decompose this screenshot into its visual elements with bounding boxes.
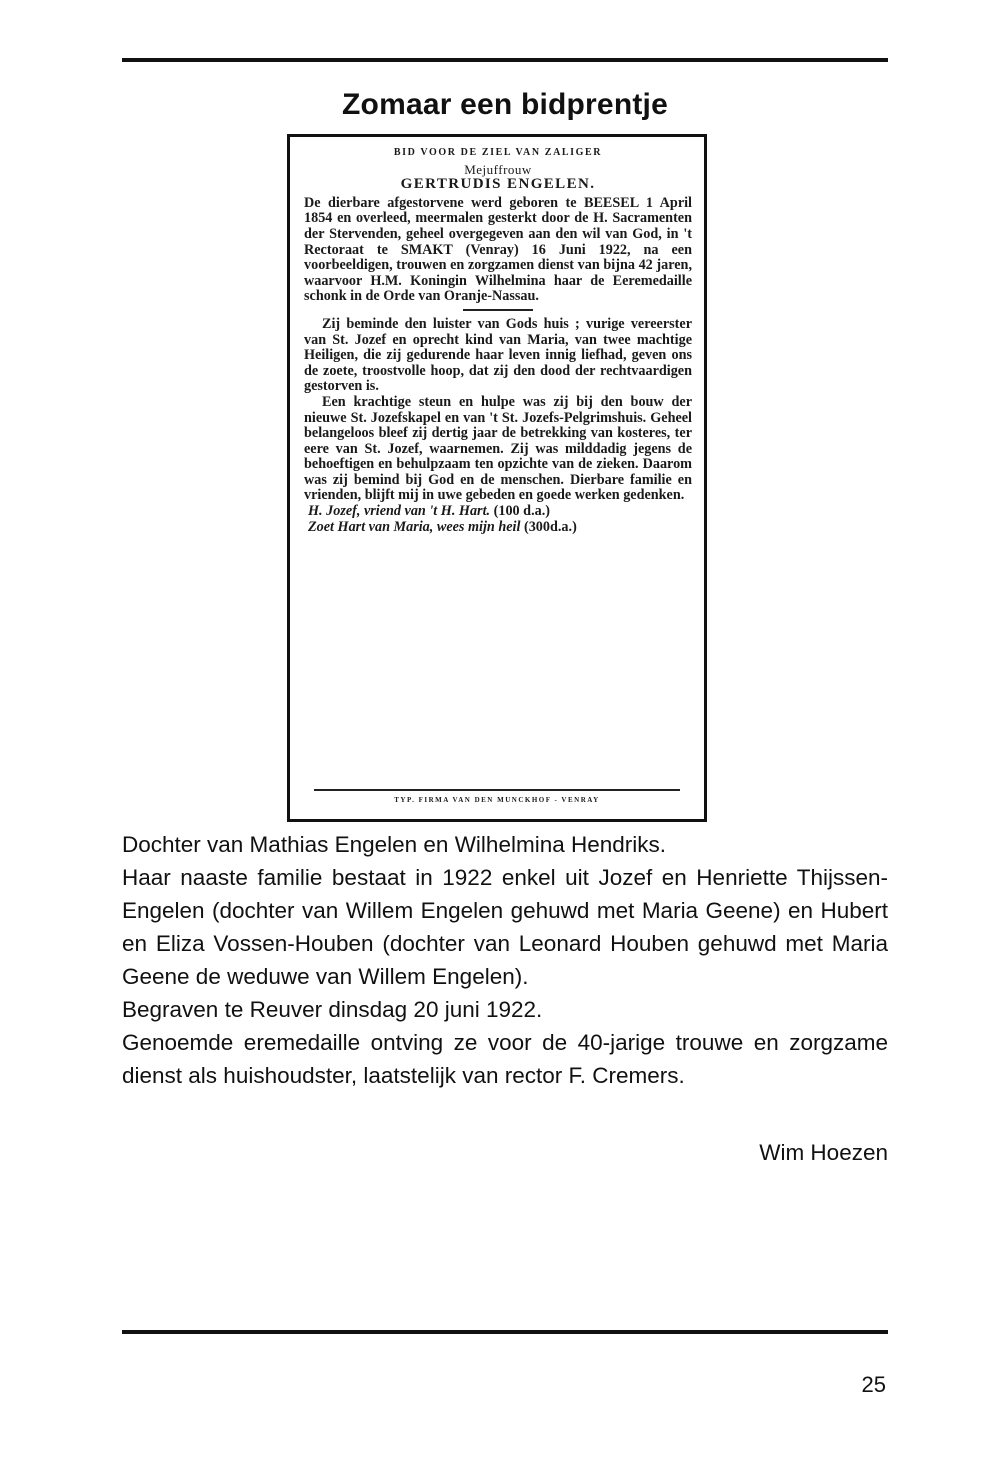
card-printer-line: TYP. FIRMA VAN DEN MUNCKHOF - VENRAY	[314, 789, 680, 809]
card-prayer-1-indulgence: (100 d.a.)	[493, 503, 550, 520]
card-paragraph-biography: De dierbare afgestorvene werd geboren te BEESEL 1 April 1854 en overleed, meermalen gesterkt door de H. Sacramenten der Stervenden, geheel overgegeven aan den wil van God, in 't Rectoraat te SMAKT (Venray) 16 Juni 1922, na een voorbeeldigen, trouwen en zorgzamen dienst van bijna 42 jaren, waarvoor H.M. Koningin Wilhelmina haar de Eeremedaille schonk in de Orde van Oranje-Nassau.	[304, 194, 692, 305]
card-heading-line1: BID VOOR DE ZIEL VAN ZALIGER	[393, 147, 603, 158]
card-heading-line2: Mejuffrouw	[464, 161, 532, 177]
card-separator	[463, 309, 533, 311]
card-prayer-2-indulgence: (300d.a.)	[523, 518, 577, 535]
card-prayer-2	[304, 520, 692, 536]
card-prayer-1-text: H. Jozef, vriend van 't H. Hart.	[308, 503, 491, 520]
card-deceased-name: GERTRUDIS ENGELEN.	[400, 176, 596, 193]
article-body	[122, 828, 888, 1092]
card-paragraph-devotion: Zij beminde den luister van Gods huis ; vurige vereerster van St. Jozef en oprecht kind van Maria, van twee machtige Heiligen, die zij gedurende haar leven innig liefhad, geven ons de zoete, troostvolle hoop, dat zij den dood der rechtvaardigen gestorven is.	[304, 315, 692, 395]
prayer-card	[287, 134, 707, 822]
bottom-rule	[122, 1330, 888, 1334]
page-title: Zomaar een bidprentje	[342, 88, 668, 121]
top-rule	[122, 58, 888, 62]
body-paragraph-parents: Dochter van Mathias Engelen en Wilhelmina Hendriks.	[122, 832, 667, 857]
body-paragraph-family: Haar naaste familie bestaat in 1922 enkel uit Jozef en Henriette Thijssen-Engelen (dochter van Willem Engelen gehuwd met Maria Geene) en Hubert en Eliza Vossen-Houben (dochter van Leonard Houben gehuwd met Maria Geene de weduwe van Willem Engelen).	[122, 865, 888, 989]
body-paragraph-burial: Begraven te Reuver dinsdag 20 juni 1922.	[122, 997, 543, 1022]
page-number: 25	[861, 1372, 886, 1397]
card-prayer-2-text: Zoet Hart van Maria, wees mijn heil	[308, 518, 521, 535]
card-paragraph-virtues: Een krachtige steun en hulpe was zij bij den bouw der nieuwe St. Jozefskapel en van 't St. Jozefs-Pelgrimshuis. Geheel belangeloos bleef zij dertig jaar de betrekking van kosteres, ter eere van St. Jozef, waarnemen. Zij was milddadig jegens de behoeftigen en behulpzaam ten opzichte van de zieken. Daarom was zij bemind bij God en de menschen. Dierbare familie en vrienden, blijft mij in uwe gebeden en goede werken gedenken.	[304, 393, 692, 504]
body-paragraph-medal: Genoemde eremedaille ontving ze voor de 40-jarige trouwe en zorgzame dienst als huishoudster, laatstelijk van rector F. Cremers.	[122, 1030, 888, 1088]
author-signature: Wim Hoezen	[759, 1140, 888, 1165]
card-prayer-1	[304, 504, 692, 520]
